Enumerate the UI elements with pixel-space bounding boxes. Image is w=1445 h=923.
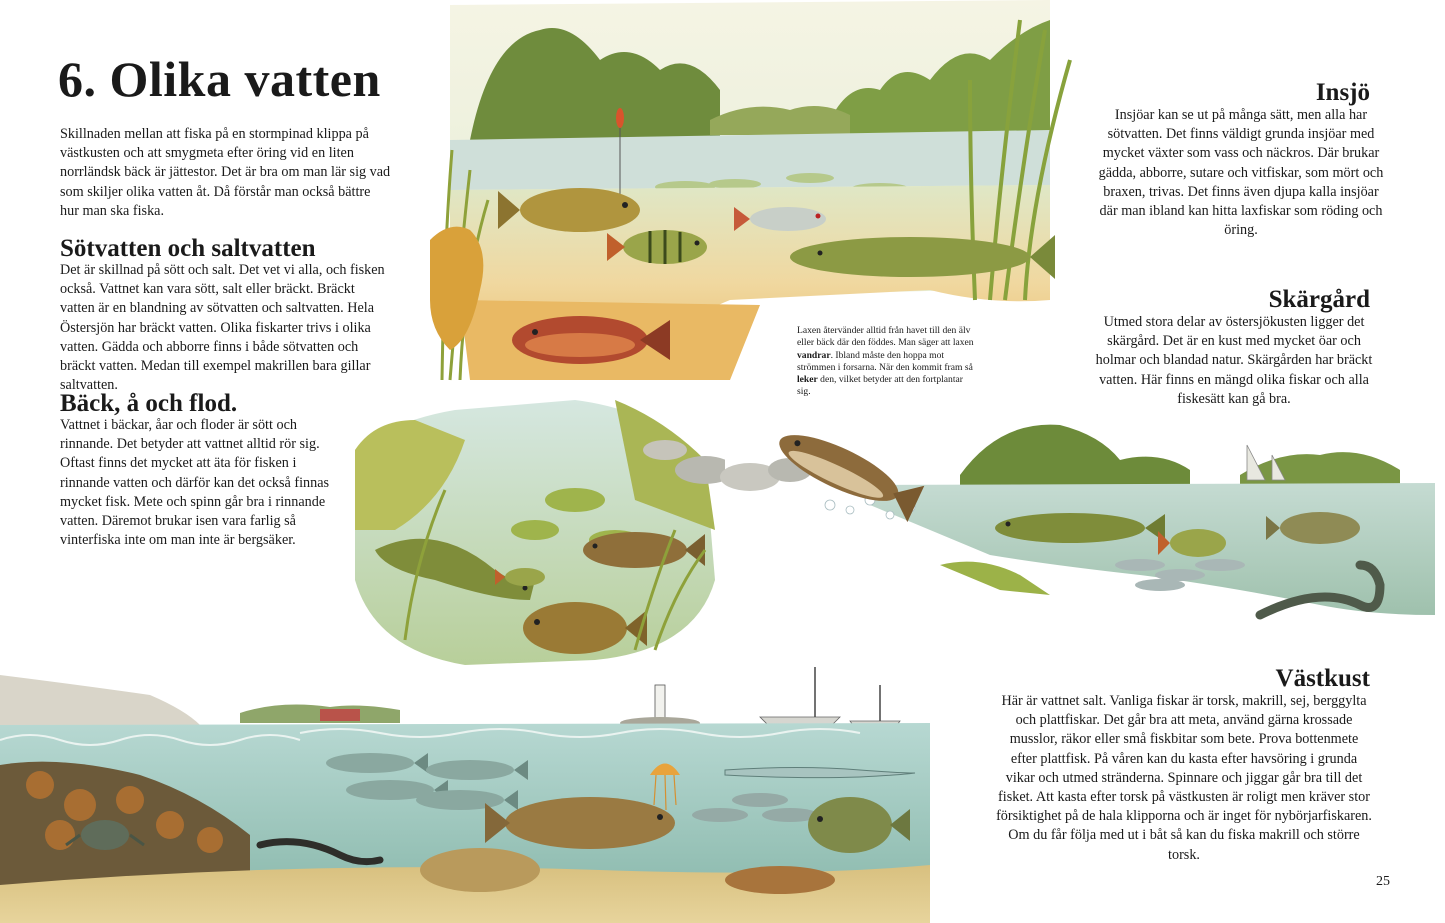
paragraph-skargard: Utmed stora delar av östersjökusten ligger det skärgård. Det är en kust med mycket öar och holmar och blandad natur. Skärgården har bräckt vatten. Här finns en mängd olika fiskar och alla fiskesätt kan gå bra.	[1095, 314, 1373, 407]
flatfish	[420, 848, 540, 892]
lake-illustration	[430, 0, 1080, 400]
heading-skargard: Skärgård	[1268, 286, 1370, 313]
caption-word-vandrar: vandrar	[797, 349, 831, 361]
flatfish-2	[725, 866, 835, 894]
paragraph-vastkust: Här är vattnet salt. Vanliga fiskar är torsk, makrill, sej, berggylta och plattfiskar. Det går bra att meta, använd gärna krossade musslor, räkor eller små fiskbitar som bete. Prova bottenmete efter plattfisk. På våren kan du kasta efter havsöring i grunda vikar och utmed stränderna. Spinnare och jiggar går bra till det fisket. Att kasta efter torsk på västkusten är roligt men kräver stor försiktighet på de hala klipporna och är inget för nybörjarfiskaren. Om du får följa med ut i båt så kan du fiska makrill och större torsk.	[996, 693, 1372, 863]
page-number: 25	[1376, 874, 1390, 889]
heading-insjo: Insjö	[1315, 79, 1370, 106]
caption-text-2: . Ibland måste den hoppa mot strömmen i forsarna. När den kommit fram så	[797, 349, 973, 373]
caption-word-leker: leker	[797, 374, 818, 386]
caption-text-1: Laxen återvänder alltid från havet till den älv eller bäck där den föddes. Man säger att laxen	[797, 325, 974, 349]
page-title: 6. Olika vatten	[58, 51, 381, 107]
paragraph-insjo: Insjöar kan se ut på många sätt, men alla har sötvatten. Det finns väldigt grunda insjöar med mycket växter som vass och näckros. Där brukar gädda, abborre, sutare och vitfiskar, som mört och braxen, trivas. Det finns även djupa kalla insjöar där man ibland kan hitta laxfiskar som röding och öring.	[1098, 107, 1384, 239]
paragraph-sotvatten: Det är skillnad på sött och salt. Det vet vi alla, och fisken också. Vattnet kan vara sött, salt eller bräckt. Bräckt vatten är en blandning av sötvatten och saltvatten. Hela Östersjön har bräckt vatten. Olika fiskarter trivs i olika vatten. Gädda och abborre finns i både sötvatten och bräckt vatten. Medan till exempel makrillen bara gillar saltvatten.	[60, 262, 385, 394]
west-coast-illustration	[0, 665, 990, 923]
archipelago-illustration	[720, 415, 1440, 630]
caption-text-3: den, vilket betyder att den fortplantar sig.	[797, 374, 963, 398]
intro-paragraph: Skillnaden mellan att fiska på en stormpinad klippa på västkusten och att smygmeta efter öring vid en liten norrländsk bäck är jättestor. Det är bra om man lär sig vad som skiljer olika vatten åt. Då förstår man också bättre hur man ska fiska.	[60, 126, 391, 219]
paragraph-back: Vattnet i bäckar, åar och floder är sött och rinnande. Det betyder att vattnet alltid rör sig. Oftast finns det mycket att äta för fisken i rinnande vatten och därför kan det också finnas mycket fisk. Mete och spinn går bra i rinnande vatten. Däremot brukar isen vara farlig så vinterfiska inte om man inte är bergsäker.	[60, 417, 330, 549]
heading-sotvatten: Sötvatten och saltvatten	[60, 235, 316, 262]
stream-illustration	[335, 380, 725, 670]
heading-back: Bäck, å och flod.	[60, 390, 238, 417]
heading-vastkust: Västkust	[1275, 665, 1370, 692]
